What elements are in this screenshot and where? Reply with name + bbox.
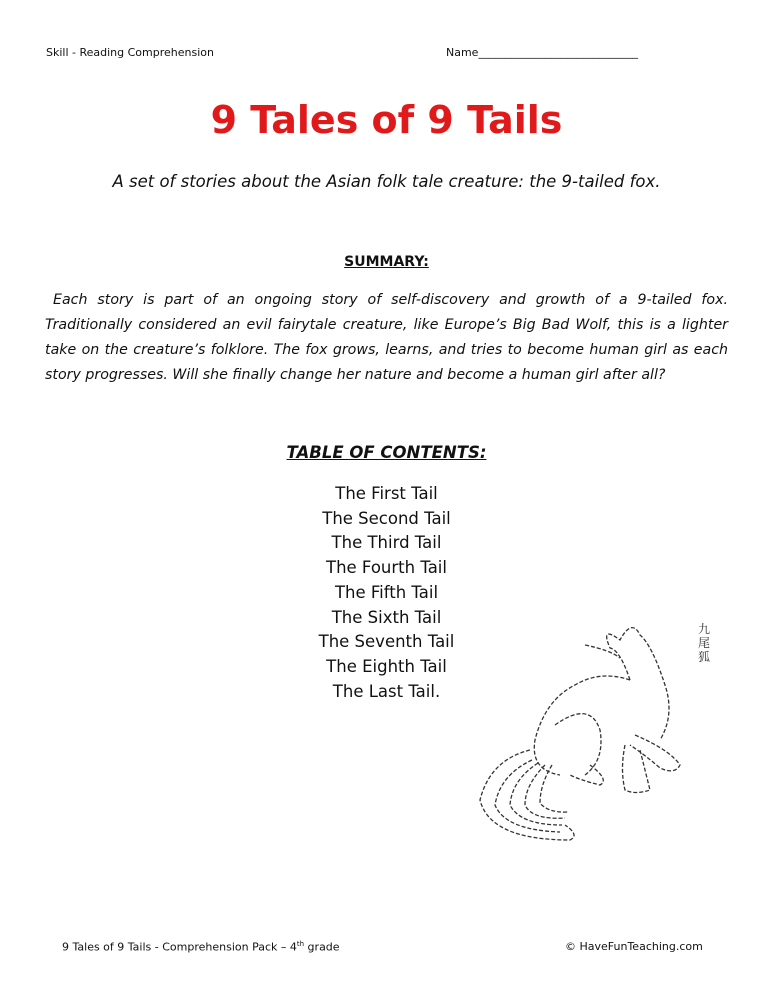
summary-text: Each story is part of an ongoing story of self-discovery and growth of a 9-tailed fox. Traditionally considered an evil fairytale creature, like Europe’s Big Bad Wolf, this is a lighter take on the creature’s folklore. The fox grows, learns, and tries to become human girl as each story progresses. Will she finally change her nature and become a human girl after all? <box>45 292 728 383</box>
name-label: Name <box>446 46 479 59</box>
footer-text: 9 Tales of 9 Tails - Comprehension Pack – 4 <box>62 940 297 954</box>
footer-grade: grade <box>304 940 340 954</box>
fox-caption: 九尾狐 <box>698 622 711 664</box>
page-title: 9 Tales of 9 Tails <box>210 98 563 142</box>
toc-heading: TABLE OF CONTENTS: <box>286 443 487 462</box>
subtitle: A set of stories about the Asian folk tale creature: the 9-tailed fox. <box>112 172 661 191</box>
toc-item: The Sixth Tail <box>331 607 442 627</box>
toc-item: The Fifth Tail <box>334 582 439 602</box>
nine-tailed-fox-illustration <box>470 600 730 860</box>
summary-heading: SUMMARY: <box>344 254 429 270</box>
toc-item: The Last Tail. <box>332 681 441 701</box>
footer-sup: th <box>296 940 305 948</box>
toc-item: The Fourth Tail <box>326 558 447 578</box>
footer-copyright: © HaveFunTeaching.com <box>565 940 703 953</box>
skill-label: Skill - Reading Comprehension <box>46 46 214 59</box>
toc-item: The Eighth Tail <box>326 656 447 676</box>
name-field <box>446 46 638 59</box>
toc-item: The Seventh Tail <box>318 632 455 652</box>
toc-item: The First Tail <box>335 484 438 503</box>
name-blank: _____________________________ <box>478 46 638 59</box>
toc-item: The Third Tail <box>331 533 442 553</box>
footer-title <box>62 940 340 954</box>
toc-item: The Second Tail <box>322 508 451 528</box>
